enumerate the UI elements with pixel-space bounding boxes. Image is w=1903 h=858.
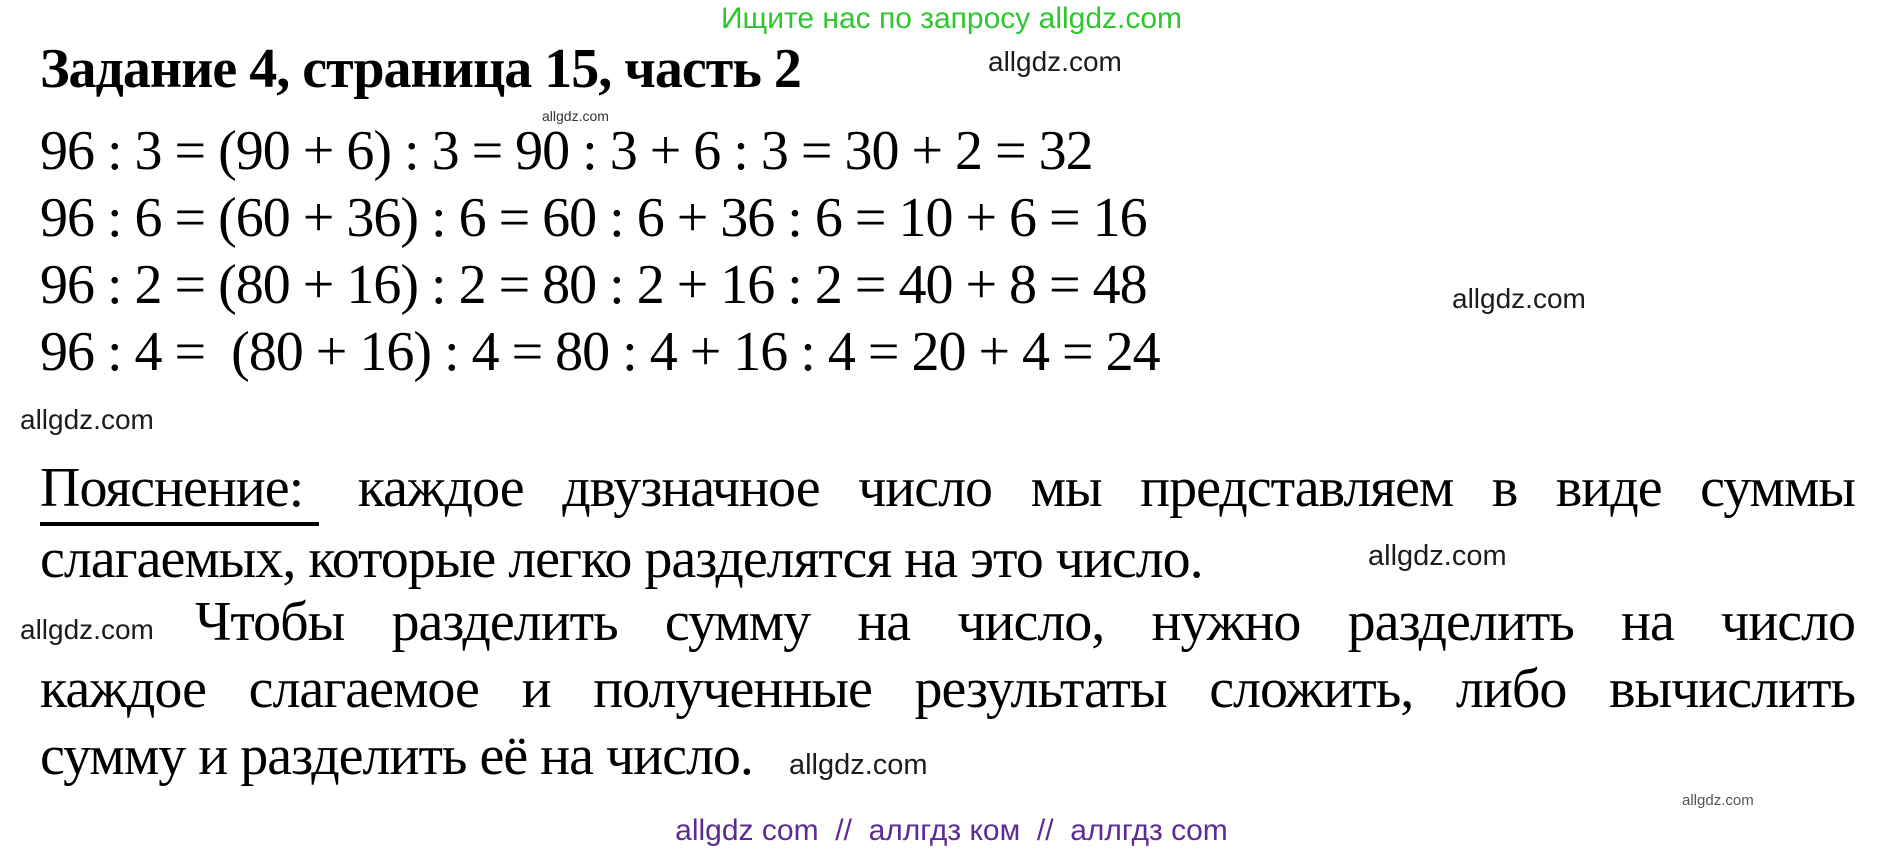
site-footer-text: allgdz com // аллгдз ком // аллгдз com	[675, 814, 1228, 847]
explanation-line-5-text: сумму и разделить её на число.	[40, 725, 753, 787]
watermark-after-paragraph-1: allgdz.com	[1368, 540, 1507, 572]
explanation-line-5	[40, 723, 1855, 799]
equation-line-1: 96 : 3 = (90 + 6) : 3 = 90 : 3 + 6 : 3 = 30 + 2 = 32	[40, 120, 1093, 182]
watermark-inline-paragraph-2: allgdz.com	[788, 749, 928, 781]
explanation-line-4: каждое слагаемое и полученные результаты сложить, либо вычислить	[40, 658, 1855, 720]
watermark-bottom-right: allgdz.com	[1682, 792, 1754, 809]
equations-block	[40, 118, 1855, 386]
watermark-left-middle: allgdz.com	[20, 404, 154, 435]
page-title: Задание 4, страница 15, часть 2	[40, 38, 801, 100]
watermark-top-center: allgdz.com	[988, 46, 1122, 77]
explanation-paragraph-2	[40, 589, 1855, 799]
explanation-line-3: Чтобы разделить сумму на число, нужно разделить на число	[195, 591, 1855, 653]
explanation-paragraph-1	[40, 455, 1855, 593]
site-promo-text: Ищите нас по запросу allgdz.com	[720, 2, 1183, 35]
watermark-left-paragraph-2: allgdz.com	[20, 614, 154, 645]
explanation-line-1	[40, 455, 1855, 526]
explanation-lead-underlined: Пояснение:	[40, 455, 319, 526]
explanation-line-1-text: каждое двузначное число мы представляем в виде суммы	[357, 457, 1856, 519]
watermark-under-title: allgdz.com	[542, 108, 609, 124]
watermark-right-middle: allgdz.com	[1452, 283, 1586, 314]
equation-line-3: 96 : 2 = (80 + 16) : 2 = 80 : 2 + 16 : 2 = 40 + 8 = 48	[40, 254, 1147, 316]
explanation-line-2: слагаемых, которые легко разделятся на это число.	[40, 528, 1203, 590]
equation-line-4: 96 : 4 = (80 + 16) : 4 = 80 : 4 + 16 : 4 = 20 + 4 = 24	[40, 321, 1160, 383]
equation-line-2: 96 : 6 = (60 + 36) : 6 = 60 : 6 + 36 : 6 = 10 + 6 = 16	[40, 187, 1147, 249]
